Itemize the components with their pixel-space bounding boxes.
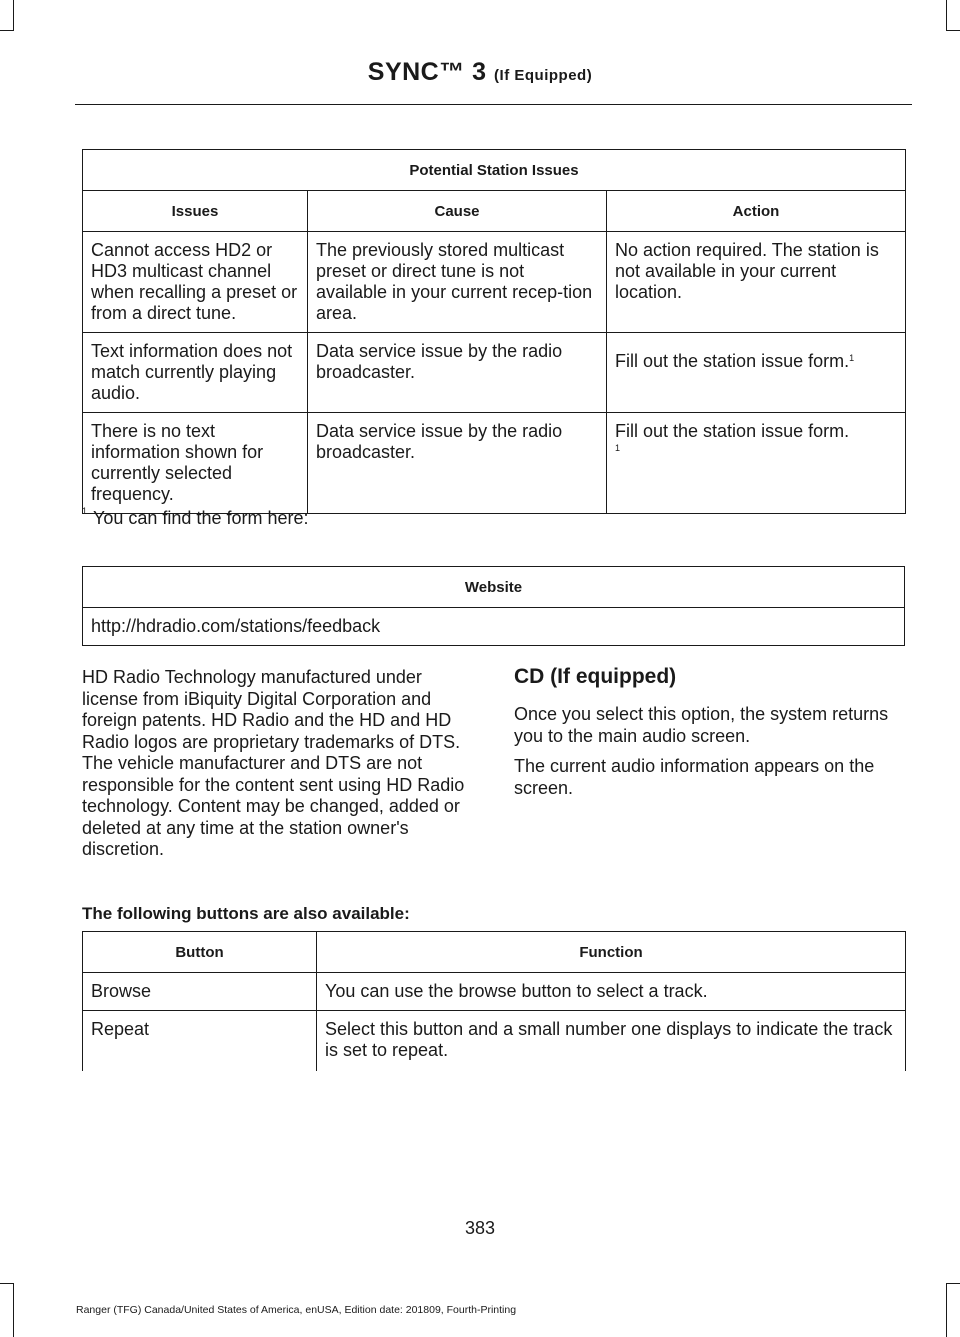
hd-radio-disclaimer: HD Radio Technology manufactured under license from iBiquity Digital Corporation and foreign patents. HD Radio and the HD and HD Radio logos are proprietary trademarks of DTS. The vehicle manufacturer and DTS are not responsible for the content sent using HD Radio technology. Content may be changed, added or deleted at any time at the station owner's discretion.: [82, 667, 465, 859]
crop-mark: [13, 1283, 14, 1337]
action-cell: [607, 333, 906, 413]
column-header-function: Function: [317, 932, 906, 973]
column-header-action: Action: [607, 191, 906, 232]
issue-cell: Text information does not match currently playing audio.: [83, 333, 308, 413]
crop-mark: [946, 0, 947, 30]
buttons-heading: The following buttons are also available:: [82, 904, 410, 923]
crop-mark: [0, 1283, 14, 1284]
action-cell: [607, 413, 906, 514]
cd-heading: CD (If equipped): [514, 665, 677, 688]
footnote-marker: 1: [615, 443, 621, 453]
website-url[interactable]: http://hdradio.com/stations/feedback: [83, 608, 905, 646]
footer-edition: Ranger (TFG) Canada/United States of America, enUSA, Edition date: 201809, Fourth-Printing: [76, 1304, 517, 1316]
issue-cell: There is no text information shown for currently selected frequency.: [83, 413, 308, 514]
crop-mark: [946, 30, 960, 31]
website-table: [82, 566, 905, 646]
table-row: [83, 973, 906, 1011]
button-name-cell: Repeat: [83, 1011, 317, 1071]
crop-mark: [946, 1283, 947, 1337]
cause-cell: Data service issue by the radio broadcaster.: [308, 413, 607, 514]
crop-mark: [0, 30, 14, 31]
table-row: [83, 232, 906, 333]
header-title: SYNC™ 3: [367, 58, 487, 86]
header-subtitle: (If Equipped): [494, 67, 593, 84]
action-cell: No action required. The station is not available in your current location.: [607, 232, 906, 333]
function-cell: You can use the browse button to select a track.: [317, 973, 906, 1011]
footnote-marker: 1: [849, 353, 855, 363]
button-name-cell: Browse: [83, 973, 317, 1011]
action-text: Fill out the station issue form.: [615, 421, 850, 441]
column-header-cause: Cause: [308, 191, 607, 232]
issue-cell: Cannot access HD2 or HD3 multicast channel when recalling a preset or from a direct tune.: [83, 232, 308, 333]
column-header-button: Button: [83, 932, 317, 973]
page-number: 383: [464, 1218, 496, 1238]
cause-cell: The previously stored multicast preset or direct tune is not available in your current recep-tion area.: [308, 232, 607, 333]
column-header-issues: Issues: [83, 191, 308, 232]
footnote-marker: 1: [82, 506, 88, 516]
footnote: [82, 508, 309, 529]
table-row: [83, 413, 906, 514]
station-issues-table: [82, 149, 906, 514]
buttons-table: [82, 931, 906, 1071]
cause-cell: Data service issue by the radio broadcaster.: [308, 333, 607, 413]
header-rule: [75, 104, 912, 105]
page-header: [0, 58, 960, 87]
crop-mark: [13, 0, 14, 30]
cd-paragraph: Once you select this option, the system returns you to the main audio screen.: [514, 704, 889, 746]
table-row: [83, 333, 906, 413]
action-text: Fill out the station issue form.: [615, 351, 850, 371]
function-cell: Select this button and a small number one displays to indicate the track is set to repeat.: [317, 1011, 906, 1071]
cd-paragraph: The current audio information appears on the screen.: [514, 756, 875, 798]
website-header: Website: [83, 567, 905, 608]
table-caption: Potential Station Issues: [83, 150, 906, 191]
crop-mark: [946, 1283, 960, 1284]
table-row: [83, 1011, 906, 1071]
footnote-text: You can find the form here:: [93, 508, 309, 528]
